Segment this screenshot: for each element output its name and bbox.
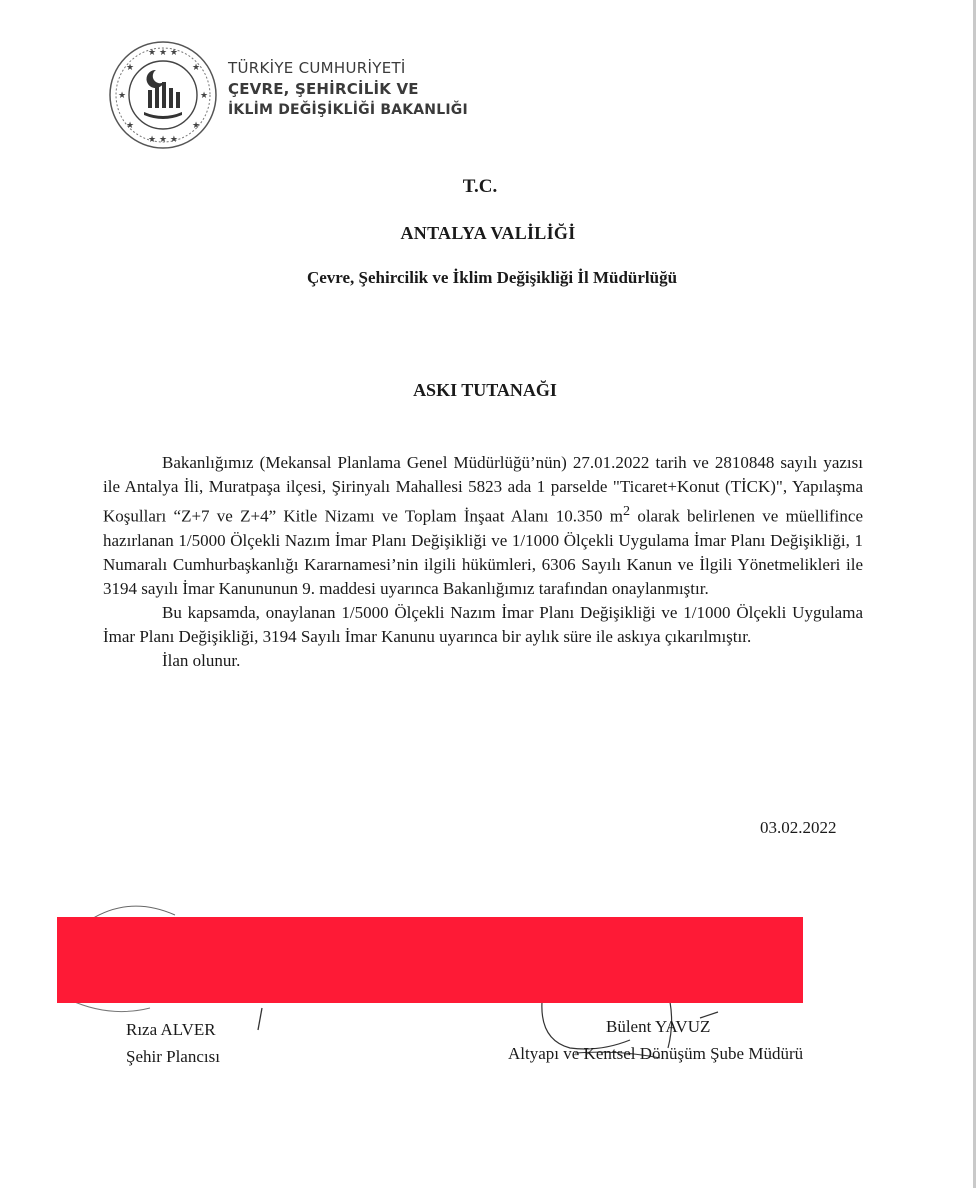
ministry-line-3: İKLİM DEĞİŞİKLİĞİ BAKANLIĞI: [228, 102, 468, 118]
paragraph-1-part-a: Bakanlığımız (Mekansal Planlama Genel Müdürlüğü’nün) 27.01.2022 tarih ve 2810848 sayılı yazısı ile Antalya İli, Muratpaşa ilçesi, Şirinyalı Mahallesi 5823 ada 1 parselde "Ticaret+Konut (TİCK)", Yapılaşma Koşulları “Z+7 ve Z+4” Kitle Nizamı ve Toplam İnşaat Alanı 10.350 m: [103, 453, 863, 526]
paragraph-1: [103, 451, 863, 601]
signer-right-name: Bülent YAVUZ: [606, 1017, 711, 1036]
svg-text:★: ★: [199, 91, 209, 101]
header-directorate: Çevre, Şehircilik ve İklim Değişikliği İl Müdürlüğü: [306, 268, 678, 287]
signer-left-name: Rıza ALVER: [126, 1020, 216, 1039]
svg-text:★: ★: [191, 63, 201, 73]
ministry-line-1: TÜRKİYE CUMHURİYETİ: [228, 59, 406, 77]
svg-text:★ ★ ★: ★ ★ ★: [148, 135, 178, 145]
header-governorship: ANTALYA VALİLİĞİ: [400, 223, 576, 243]
svg-text:★ ★ ★: ★ ★ ★: [148, 48, 178, 58]
document-title: ASKI TUTANAĞI: [413, 380, 557, 400]
header-tc: T.C.: [462, 176, 498, 197]
document-body: [103, 451, 863, 673]
signature-left: [126, 1016, 220, 1070]
redaction-block: [57, 917, 803, 1003]
svg-text:★: ★: [125, 63, 135, 73]
svg-text:★: ★: [191, 121, 201, 131]
ministry-name-block: [228, 58, 468, 121]
ministry-seal-logo: [108, 40, 218, 150]
paragraph-3: İlan olunur.: [162, 650, 241, 670]
paragraph-1-part-b: olarak belirlenen ve müellifince hazırlanan 1/5000 Ölçekli Nazım İmar Planı Değişikliği ve 1/1000 Ölçekli Uygulama İmar Planı Değişikliği, 1 Numaralı Cumhurbaşkanlığı Kararnamesi’nin ilgili hükümleri, 6306 Sayılı Kanun ve İlgili Yönetmelikleri ile 3194 sayılı İmar Kanununun 9. maddesi uyarınca Bakanlığımız tarafından onaylanmıştır.: [103, 506, 863, 598]
svg-text:★: ★: [117, 91, 127, 101]
document-date: 03.02.2022: [760, 818, 837, 837]
signer-left-title: Şehir Plancısı: [126, 1047, 220, 1066]
paragraph-1-superscript: 2: [623, 503, 631, 519]
paragraph-2: Bu kapsamda, onaylanan 1/5000 Ölçekli Nazım İmar Planı Değişikliği ve 1/1000 Ölçekli Uygulama İmar Planı Değişikliği, 3194 Sayılı İmar Kanunu uyarınca bir aylık süre ile askıya çıkarılmıştır.: [103, 602, 863, 646]
svg-text:★: ★: [125, 121, 135, 131]
signer-right-title: Altyapı ve Kentsel Dönüşüm Şube Müdürü: [508, 1044, 804, 1063]
ministry-line-2: ÇEVRE, ŞEHİRCİLİK VE: [228, 80, 419, 98]
